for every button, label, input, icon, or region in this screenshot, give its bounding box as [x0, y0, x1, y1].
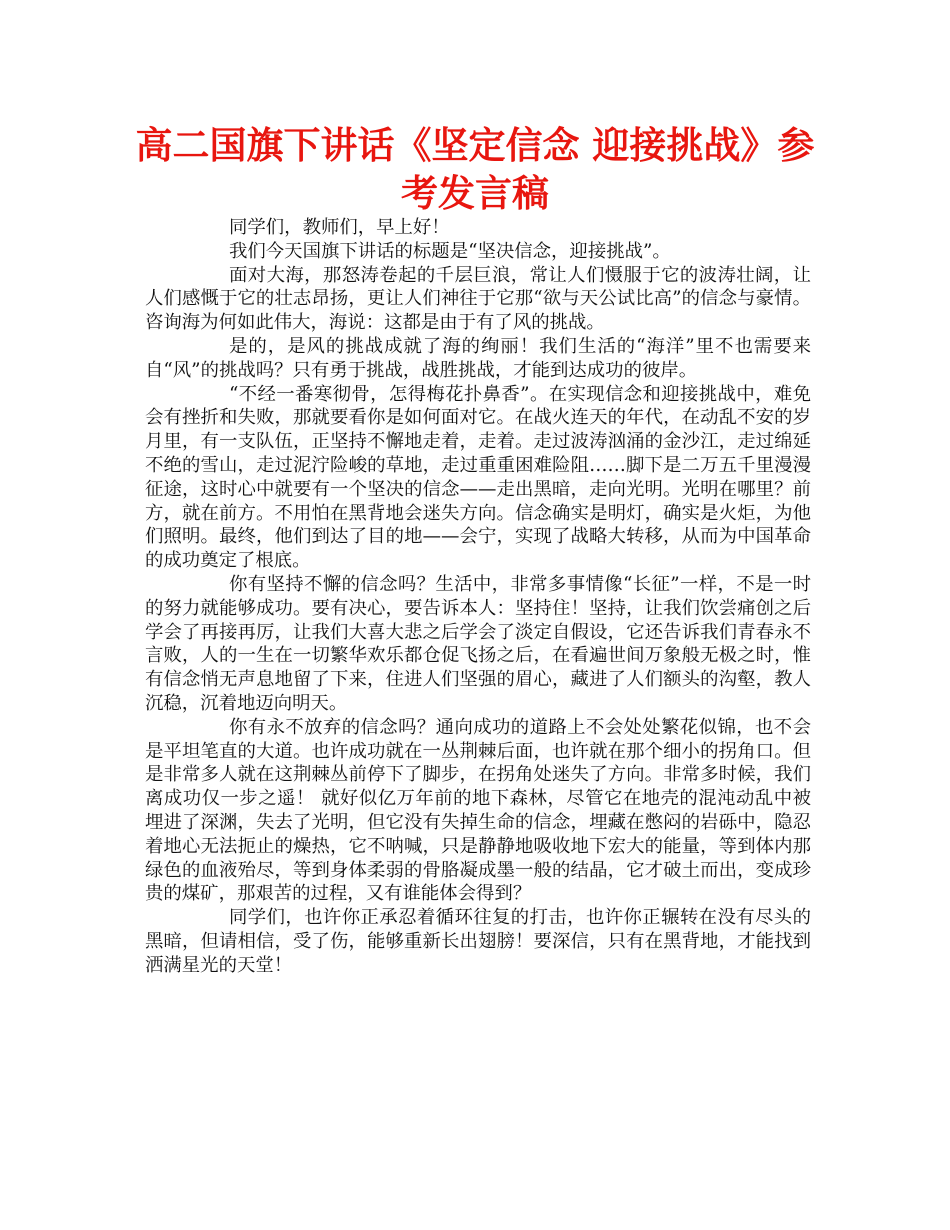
paragraph-never-give-up: 你有永不放弃的信念吗？通向成功的道路上不会处处繁花似锦，也不会是平坦笔直的大道。也许成功就在一丛荆棘后面，也许就在那个细小的拐角口。但是非常多人就在这荆棘丛前停下了脚步，在拐角处迷失了方向。非常多时候，我们离成功仅一步之遥！ 就好似亿万年前的地下森林，尽管它在地壳的混沌动乱中被埋进了深渊，失去了光明，但它没有失掉生命的信念，埋藏在憋闷的岩砾中，隐忍着地心无法扼止的燥热，它不呐喊，只是静静地吸收地下宏大的能量，等到体内那绿色的血液殆尽，等到身体柔弱的骨胳凝成墨一般的结晶，它才破土而出，变成珍贵的煤矿，那艰苦的过程，又有谁能体会得到？: [145, 716, 811, 905]
paragraph-greeting: 同学们，教师们，早上好！: [229, 217, 450, 238]
page-title: 高二国旗下讲话《坚定信念 迎接挑战》参考发言稿: [135, 124, 815, 215]
paragraph-sea: 面对大海，那怒涛卷起的千层巨浪，常让人们慑服于它的波涛壮阔，让人们感慨于它的壮志昂扬，更让人们神往于它那“欲与天公试比高”的信念与豪情。咨询海为何如此伟大，海说：这都是由于有了风的挑战。: [145, 264, 811, 334]
paragraph-persistence: 你有坚持不懈的信念吗？生活中，非常多事情像“长征”一样，不是一时的努力就能够成功。要有决心，要告诉本人：坚持住！坚持，让我们饮尝痛创之后学会了再接再厉，让我们大喜大悲之后学会了淡定自假设，它还告诉我们青春永不言败，人的一生在一切繁华欢乐都仓促飞扬之后，在看遍世间万象般无极之时，惟有信念悄无声息地留了下来，住进人们坚强的眉心，藏进了人们额头的沟壑，教人沉稳，沉着地迈向明天。: [145, 573, 811, 714]
document-body: [145, 216, 811, 978]
paragraph-closing: 同学们，也许你正承忍着循环往复的打击，也许你正辗转在没有尽头的黑暗，但请相信，受了伤，能够重新长出翅膀！要深信，只有在黑背地，才能找到洒满星光的天堂！: [145, 907, 811, 976]
paragraph-wind-challenge: 是的，是风的挑战成就了海的绚丽！我们生活的“海洋”里不也需要来自“风”的挑战吗？只有勇于挑战，战胜挑战，才能到达成功的彼岸。: [145, 335, 811, 381]
paragraph-long-march: “不经一番寒彻骨，怎得梅花扑鼻香”。在实现信念和迎接挑战中，难免会有挫折和失败，那就要看你是如何面对它。在战火连天的年代，在动乱不安的岁月里，有一支队伍，正坚持不懈地走着，走着。走过波涛汹涌的金沙江，走过绵延不绝的雪山，走过泥泞险峻的草地，走过重重困难险阻……脚下是二万五千里漫漫征途，这时心中就要有一个坚决的信念——走出黑暗，走向光明。光明在哪里？前方，就在前方。不用怕在黑背地会迷失方向。信念确实是明灯，确实是火炬，为他们照明。最终，他们到达了目的地——会宁，实现了战略大转移，从而为中国革命的成功奠定了根底。: [145, 383, 811, 572]
paragraph-topic: 我们今天国旗下讲话的标题是“坚决信念，迎接挑战”。: [229, 240, 671, 262]
